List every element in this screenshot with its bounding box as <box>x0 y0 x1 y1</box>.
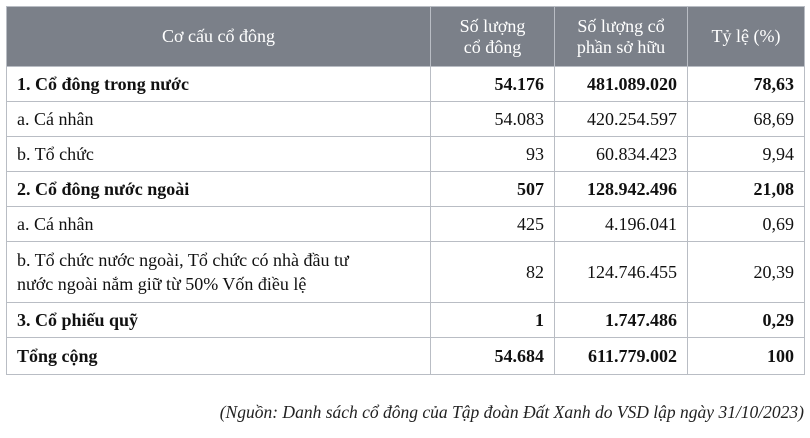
header-share-count <box>555 7 688 67</box>
row-shares: 60.834.423 <box>555 137 688 172</box>
row-shares: 420.254.597 <box>555 102 688 137</box>
document-page <box>6 6 804 375</box>
row-label: 3. Cổ phiếu quỹ <box>7 303 431 338</box>
row-label: Tổng cộng <box>7 338 431 375</box>
row-ratio: 100 <box>688 338 805 375</box>
table-row-foreign-organization <box>7 242 805 303</box>
row-shares: 1.747.486 <box>555 303 688 338</box>
row-shareholders: 1 <box>431 303 555 338</box>
table-row-foreign-individual <box>7 207 805 242</box>
header-shareholder-count-line2: cổ đông <box>463 36 522 57</box>
header-structure <box>7 7 431 67</box>
row-label-line1: b. Tổ chức nước ngoài, Tổ chức có nhà đầu tư <box>17 250 349 270</box>
header-share-count-line2: phần sở hữu <box>576 36 666 57</box>
row-label: 1. Cổ đông trong nước <box>7 67 431 102</box>
row-ratio: 20,39 <box>688 242 805 303</box>
row-ratio: 21,08 <box>688 172 805 207</box>
header-shareholder-count <box>431 7 555 67</box>
row-shareholders: 54.083 <box>431 102 555 137</box>
table-row-domestic-organization <box>7 137 805 172</box>
table-row-total <box>7 338 805 375</box>
row-shares: 128.942.496 <box>555 172 688 207</box>
row-ratio: 9,94 <box>688 137 805 172</box>
row-shareholders: 425 <box>431 207 555 242</box>
table-header-row <box>7 7 805 67</box>
row-ratio: 0,69 <box>688 207 805 242</box>
row-shareholders: 93 <box>431 137 555 172</box>
row-label: 2. Cổ đông nước ngoài <box>7 172 431 207</box>
row-label: a. Cá nhân <box>7 207 431 242</box>
header-ratio-text: Tỷ lệ (%) <box>711 26 781 46</box>
header-structure-text: Cơ cấu cổ đông <box>162 26 275 46</box>
shareholder-structure-table <box>6 6 805 375</box>
header-share-count-line1: Số lượng cổ <box>577 15 665 36</box>
row-shareholders: 507 <box>431 172 555 207</box>
row-label: b. Tổ chức <box>7 137 431 172</box>
table-row-foreign <box>7 172 805 207</box>
row-ratio: 78,63 <box>688 67 805 102</box>
table-row-domestic <box>7 67 805 102</box>
row-shares: 4.196.041 <box>555 207 688 242</box>
row-label: a. Cá nhân <box>7 102 431 137</box>
row-shares: 481.089.020 <box>555 67 688 102</box>
table-row-domestic-individual <box>7 102 805 137</box>
row-label-line2: nước ngoài nắm giữ từ 50% Vốn điều lệ <box>17 274 307 294</box>
row-shareholders: 54.176 <box>431 67 555 102</box>
row-ratio: 68,69 <box>688 102 805 137</box>
header-shareholder-count-line1: Số lượng <box>459 15 526 36</box>
row-shareholders: 54.684 <box>431 338 555 375</box>
table-row-treasury-shares <box>7 303 805 338</box>
row-ratio: 0,29 <box>688 303 805 338</box>
source-note: (Nguồn: Danh sách cổ đông của Tập đoàn Đất Xanh do VSD lập ngày 31/10/2023) <box>219 402 804 422</box>
row-label <box>7 242 431 303</box>
row-shareholders: 82 <box>431 242 555 303</box>
row-shares: 611.779.002 <box>555 338 688 375</box>
row-shares: 124.746.455 <box>555 242 688 303</box>
header-ratio <box>688 7 805 67</box>
